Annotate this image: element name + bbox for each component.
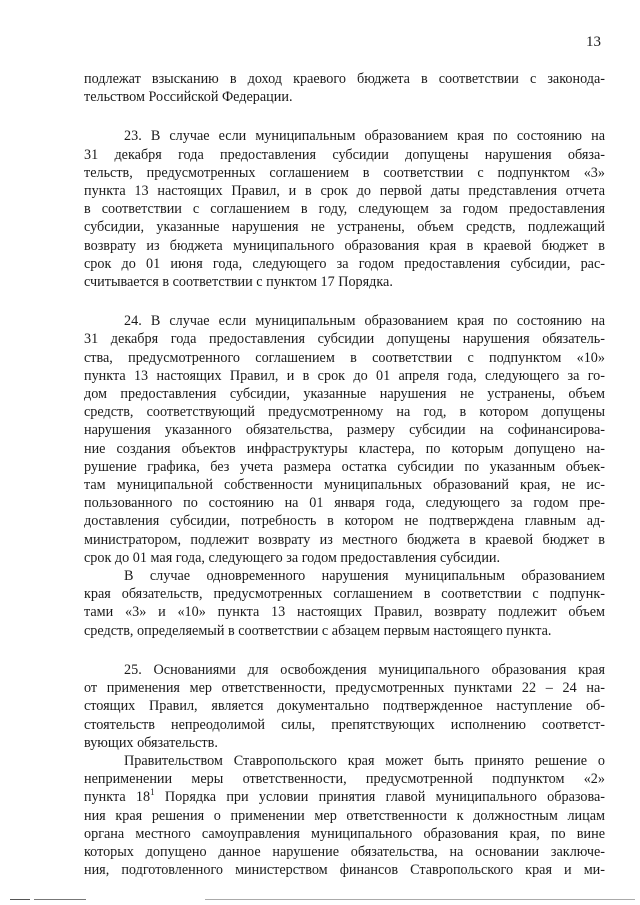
text-line: стоятельств непреодолимой силы, препятствующих исполнению соответст- (84, 716, 605, 733)
text-line: ние создания объектов инфраструктуры кластера, по которым допущено на- (84, 440, 605, 457)
text-line: ния, подготовленного министерством финансов Ставропольского края и ми- (84, 862, 605, 879)
text-line: от применения мер ответственности, предусмотренных пунктами 22 – 24 на- (84, 680, 605, 697)
scan-footer-marks (0, 896, 640, 905)
text-line: возврату из бюджета муниципального образования края в краевой бюджет в (84, 237, 605, 254)
text-line: тельством Российской Федерации. (84, 89, 293, 106)
text-line: министратором, подлежит возврату из местного бюджета в краевой бюджет в (84, 531, 605, 548)
text-line: пользованного по состоянию на 01 января года, следующего за годом пре- (84, 495, 605, 512)
text-line: тельств, предусмотренных соглашением в соответствии с подпунктом «3» (84, 164, 605, 181)
text-line: 31 декабря года предоставления субсидии допущены нарушения обязатель- (84, 331, 605, 348)
text-line (84, 788, 605, 806)
text-line: средств, определяемый в соответствии с абзацем первым настоящего пункта. (84, 622, 552, 639)
text-line: доставления субсидии, потребность в котором не подтверждена главным ад- (84, 513, 605, 530)
footnote-superscript: 1 (150, 787, 155, 798)
paragraph-24 (84, 312, 605, 567)
text-line: ства, предусмотренного соглашением в соответствии с подпунктом «10» (84, 349, 605, 366)
text-fragment: пункта 18 (84, 789, 151, 806)
paragraph-23 (84, 127, 605, 291)
document-body (84, 70, 605, 879)
text-line: подлежат взысканию в доход краевого бюджета в соответствии с законода- (84, 71, 605, 87)
text-line: там муниципальной собственности муниципальных образований края, не ис- (84, 477, 605, 494)
text-line: 23. В случае если муниципальным образованием края по состоянию на (124, 128, 605, 145)
paragraph-24-simultaneous (84, 567, 605, 640)
text-line: тами «3» и «10» пункта 13 настоящих Правил, возврату подлежит объем (84, 604, 605, 621)
text-line: в соответствии с соглашением в году, следующем за годом предоставления (84, 201, 605, 218)
paragraph-25 (84, 661, 605, 752)
text-line: срок до 01 июня года, следующего за годом предоставления субсидии, рас- (84, 255, 605, 272)
text-line: ния края решения о применении мер ответственности к должностным лицам (84, 807, 605, 824)
text-line: нарушения указанного обязательства, размеру субсидии на софинансирова- (84, 422, 605, 439)
text-line: органа местного самоуправления муниципального образования края, по вине (84, 825, 605, 842)
text-line: вующих обязательств. (84, 734, 218, 751)
paragraph-25-government-decision (84, 752, 605, 879)
text-line: 25. Основаниями для освобождения муниципального образования края (124, 661, 605, 678)
text-line: Правительством Ставропольского края может быть принято решение о (124, 752, 605, 769)
scan-mark (205, 899, 635, 900)
text-line: которых допущено данное нарушение обязательства, на основании заключе- (84, 843, 605, 860)
text-line: неприменении меры ответственности, предусмотренной подпунктом «2» (84, 771, 605, 788)
text-line: края обязательств, предусмотренных соглашением в соответствии с подпунк- (84, 586, 605, 603)
paragraph-continuation (84, 70, 605, 106)
text-line: стоящих Правил, является документально подтвержденное наступление об- (84, 698, 605, 715)
text-line: считывается в соответствии с пунктом 17 Порядка. (84, 274, 393, 291)
text-line: субсидии, указанные нарушения не устранены, объем средств, подлежащий (84, 219, 605, 236)
text-line: средств, соответствующий предусмотренному на год, в котором допущены (84, 404, 605, 421)
text-line: 31 декабря года предоставления субсидии допущены нарушения обяза- (84, 146, 605, 163)
text-line: рушение графика, без учета размера остатка субсидии по указанным объек- (84, 458, 605, 475)
text-line: пункта 13 настоящих Правил, и в срок до 01 апреля года, следующего за го- (84, 367, 605, 384)
page-number: 13 (586, 34, 601, 50)
text-line: В случае одновременного нарушения муниципальным образованием (124, 568, 605, 585)
scan-mark (34, 899, 86, 900)
text-line: пункта 13 настоящих Правил, и в срок до первой даты представления отчета (84, 183, 605, 200)
scan-mark (10, 899, 30, 900)
text-line: дом предоставления субсидии, указанные нарушения не устранены, объем (84, 386, 605, 403)
text-line: 24. В случае если муниципальным образованием края по состоянию на (124, 313, 605, 330)
text-fragment: Порядка при условии принятия главой муниципального образова- (164, 789, 606, 806)
text-line: срок до 01 мая года, следующего за годом предоставления субсидии. (84, 549, 501, 566)
